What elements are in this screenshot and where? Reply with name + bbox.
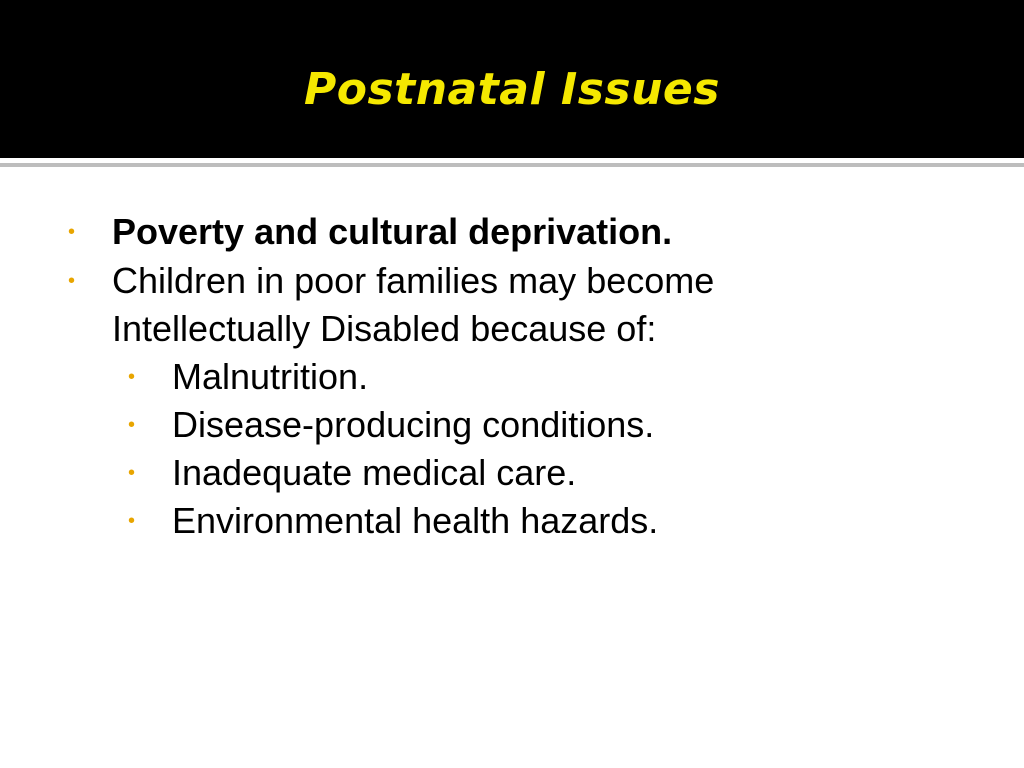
sub-bullet-marker: • xyxy=(128,510,136,532)
sub-bullet-item-3: Inadequate medical care. xyxy=(172,452,577,493)
slide-title: Postnatal Issues xyxy=(304,64,720,115)
sub-bullet-item-2: Disease-producing conditions. xyxy=(172,404,655,445)
sub-bullet-item-1: Malnutrition. xyxy=(172,356,369,397)
sub-bullet-marker: • xyxy=(128,462,136,484)
sub-bullet-marker: • xyxy=(128,414,136,436)
sub-bullet-item-4: Environmental health hazards. xyxy=(172,500,659,541)
bullet-marker: • xyxy=(68,221,76,243)
bullet-item-2-line-1: Children in poor families may become xyxy=(112,260,715,301)
bullet-item-2-line-2: Intellectually Disabled because of: xyxy=(112,308,657,349)
sub-bullet-marker: • xyxy=(128,366,136,388)
divider-line xyxy=(0,163,1024,167)
bullet-marker: • xyxy=(68,270,76,292)
bullet-item-1: Poverty and cultural deprivation. xyxy=(112,211,673,252)
